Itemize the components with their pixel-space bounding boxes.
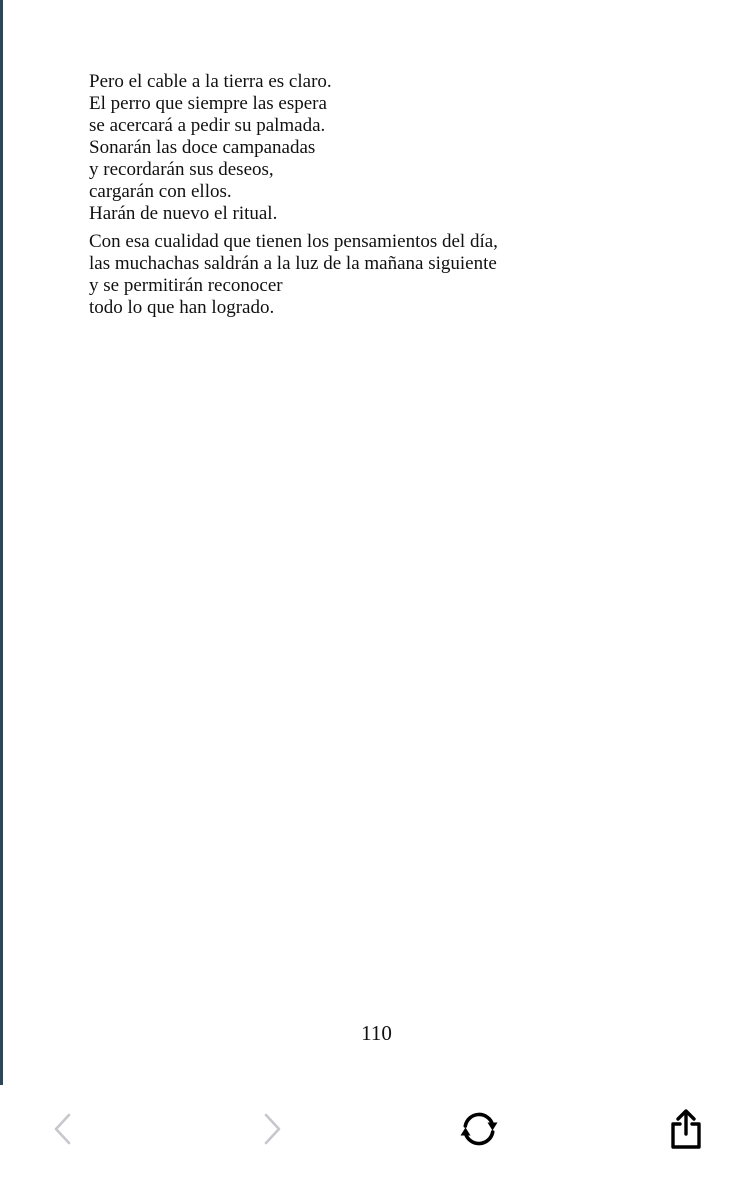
- reload-button[interactable]: [455, 1105, 503, 1153]
- poem-line: y se permitirán reconocer: [89, 275, 283, 296]
- stanza-2: [89, 231, 498, 319]
- poem-line: cargarán con ellos.: [89, 181, 232, 202]
- document-page[interactable]: [3, 0, 750, 1085]
- page-number: 110: [361, 1021, 392, 1045]
- bottom-toolbar: [0, 1085, 750, 1182]
- share-icon: [668, 1107, 704, 1151]
- poem-line: Pero el cable a la tierra es claro.: [89, 71, 332, 92]
- poem-line: El perro que siempre las espera: [89, 93, 327, 114]
- poem-line: se acercará a pedir su palmada.: [89, 115, 326, 136]
- poem-line: todo lo que han logrado.: [89, 297, 275, 318]
- chevron-left-icon: [51, 1112, 75, 1146]
- chevron-right-icon: [260, 1112, 284, 1146]
- reload-icon: [457, 1107, 501, 1151]
- poem-line: Con esa cualidad que tienen los pensamientos del día,: [89, 231, 498, 252]
- share-button[interactable]: [662, 1105, 710, 1153]
- poem-line: Sonarán las doce campanadas: [89, 137, 316, 158]
- back-button[interactable]: [39, 1105, 87, 1153]
- stanza-1: [89, 71, 332, 225]
- forward-button[interactable]: [248, 1105, 296, 1153]
- poem-line: las muchachas saldrán a la luz de la mañana siguiente: [89, 253, 497, 274]
- poem-line: y recordarán sus deseos,: [89, 159, 274, 180]
- poem-line: Harán de nuevo el ritual.: [89, 203, 278, 224]
